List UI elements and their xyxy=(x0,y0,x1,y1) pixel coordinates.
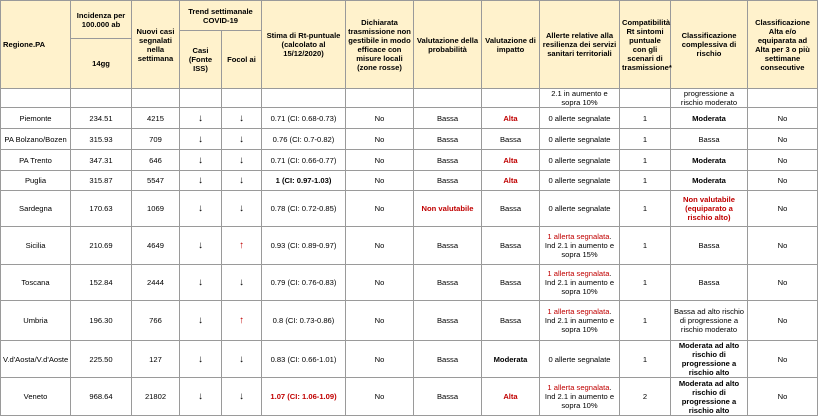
arrow-down-icon: ↓ xyxy=(198,112,203,124)
compat-cell: 1 xyxy=(620,265,671,301)
compat-cell: 1 xyxy=(620,108,671,129)
trend-outbreaks-cell xyxy=(222,378,262,416)
rt-cell: 0.83 (CI: 0.66-1.01) xyxy=(262,341,346,378)
trend-cases-cell xyxy=(180,301,222,341)
arrow-down-icon: ↓ xyxy=(239,154,244,166)
arrow-up-icon: ↑ xyxy=(239,315,244,326)
trend-outbreaks-cell xyxy=(222,191,262,227)
compat-cell: 1 xyxy=(620,341,671,378)
rt-cell: 0.78 (CI: 0.72-0.85) xyxy=(262,191,346,227)
probability-cell: Bassa xyxy=(414,171,482,191)
trend-cases-cell xyxy=(180,191,222,227)
table-row xyxy=(1,341,818,378)
table-body xyxy=(1,89,818,416)
header-overall: Classificazione complessiva di rischio xyxy=(671,1,748,89)
header-trend: Trend settimanale COVID-19 xyxy=(180,1,262,31)
compat-cell: 1 xyxy=(620,301,671,341)
declared-cell: No xyxy=(346,150,414,171)
arrow-down-icon: ↓ xyxy=(198,175,203,186)
declared-cell: No xyxy=(346,341,414,378)
arrow-down-icon: ↓ xyxy=(239,277,244,288)
declared-cell: No xyxy=(346,227,414,265)
compat-cell: 1 xyxy=(620,191,671,227)
alerts-cell: 0 allerte segnalate xyxy=(540,129,620,150)
region-cell: Puglia xyxy=(1,171,71,191)
compat-cell: 1 xyxy=(620,150,671,171)
trend-cases-cell xyxy=(180,227,222,265)
arrow-down-icon: ↓ xyxy=(198,391,203,402)
incidence-cell: 315.87 xyxy=(71,171,132,191)
impact-cell: Bassa xyxy=(482,129,540,150)
header-rt: Stima di Rt-puntuale (calcolato al 15/12/2020) xyxy=(262,1,346,89)
region-cell: Umbria xyxy=(1,301,71,341)
highrisk-cell: No xyxy=(748,378,818,416)
trend-cases-cell xyxy=(180,171,222,191)
rt-cell: 0.79 (CI: 0.76-0.83) xyxy=(262,265,346,301)
impact-cell: Bassa xyxy=(482,265,540,301)
highrisk-cell: No xyxy=(748,265,818,301)
impact-cell: Moderata xyxy=(482,341,540,378)
overall-cell: Moderata xyxy=(671,150,748,171)
arrow-up-icon: ↑ xyxy=(239,240,244,251)
alerts-cell: 1 allerta segnalata. Ind 2.1 in aumento e sopra 10% xyxy=(540,378,620,416)
overall-cell: Moderata ad alto rischio di progressione a rischio alto xyxy=(671,341,748,378)
declared-cell: No xyxy=(346,265,414,301)
header-alerts: Allerte relative alla resilienza dei servizi sanitari territoriali xyxy=(540,1,620,89)
region-cell: Toscana xyxy=(1,265,71,301)
probability-cell: Bassa xyxy=(414,341,482,378)
region-cell: PA Bolzano/Bozen xyxy=(1,129,71,150)
overall-cell: Moderata ad alto rischio di progressione a rischio alto xyxy=(671,378,748,416)
overall-cell: Bassa ad alto rischio di progressione a rischio moderato xyxy=(671,301,748,341)
header-region: Regione.PA xyxy=(1,1,71,89)
arrow-down-icon: ↓ xyxy=(198,315,203,326)
probability-cell: Bassa xyxy=(414,378,482,416)
arrow-down-icon: ↓ xyxy=(239,203,244,214)
trend-outbreaks-cell xyxy=(222,265,262,301)
trend-outbreaks-cell xyxy=(222,341,262,378)
new-cases-cell: 709 xyxy=(132,129,180,150)
new-cases-cell: 4215 xyxy=(132,108,180,129)
arrow-down-icon: ↓ xyxy=(198,154,203,166)
alert-flag: 1 allerta segnalata xyxy=(547,307,610,316)
arrow-down-icon: ↓ xyxy=(239,391,244,402)
overall-cell: Non valutabile (equiparato a rischio alto) xyxy=(671,191,748,227)
highrisk-cell: No xyxy=(748,150,818,171)
overall-cell: Moderata xyxy=(671,171,748,191)
new-cases-cell: 4649 xyxy=(132,227,180,265)
header-new-cases: Nuovi casi segnalati nella settimana xyxy=(132,1,180,89)
alerts-cell: 0 allerte segnalate xyxy=(540,191,620,227)
incidence-cell: 315.93 xyxy=(71,129,132,150)
arrow-down-icon: ↓ xyxy=(198,203,203,214)
region-cell: Sardegna xyxy=(1,191,71,227)
table-row xyxy=(1,227,818,265)
rt-cell: 0.76 (CI: 0.7-0.82) xyxy=(262,129,346,150)
header-impact: Valutazione di impatto xyxy=(482,1,540,89)
overall-cell: Moderata xyxy=(671,108,748,129)
highrisk-cell: No xyxy=(748,129,818,150)
alert-flag: 1 allerta segnalata xyxy=(547,383,610,392)
alert-flag: 1 allerta segnalata xyxy=(547,269,610,278)
table-row xyxy=(1,171,818,191)
arrow-down-icon: ↓ xyxy=(239,353,244,365)
rt-cell: 0.8 (CI: 0.73-0.86) xyxy=(262,301,346,341)
partial-overall-cell: progressione a rischio moderato xyxy=(671,89,748,108)
rt-cell: 1.07 (CI: 1.06-1.09) xyxy=(262,378,346,416)
table-row xyxy=(1,378,818,416)
rt-cell: 0.71 (CI: 0.66-0.77) xyxy=(262,150,346,171)
trend-outbreaks-cell xyxy=(222,171,262,191)
impact-cell: Bassa xyxy=(482,191,540,227)
region-cell: Veneto xyxy=(1,378,71,416)
table-row xyxy=(1,301,818,341)
trend-outbreaks-cell xyxy=(222,227,262,265)
trend-cases-cell xyxy=(180,150,222,171)
highrisk-cell: No xyxy=(748,301,818,341)
header-trend-outbreaks: Focol ai xyxy=(222,31,262,89)
trend-outbreaks-cell xyxy=(222,301,262,341)
alerts-cell: 1 allerta segnalata. Ind 2.1 in aumento e sopra 10% xyxy=(540,265,620,301)
impact-cell: Alta xyxy=(482,150,540,171)
rt-cell: 0.71 (CI: 0.68-0.73) xyxy=(262,108,346,129)
header-declared: Dichiarata trasmissione non gestibile in modo efficace con misure locali (zone rosse) xyxy=(346,1,414,89)
overall-cell: Bassa xyxy=(671,129,748,150)
header-trend-cases: Casi (Fonte ISS) xyxy=(180,31,222,89)
trend-cases-cell xyxy=(180,378,222,416)
rt-cell: 0.93 (CI: 0.89-0.97) xyxy=(262,227,346,265)
table-row xyxy=(1,265,818,301)
region-cell: PA Trento xyxy=(1,150,71,171)
trend-cases-cell xyxy=(180,129,222,150)
new-cases-cell: 1069 xyxy=(132,191,180,227)
declared-cell: No xyxy=(346,171,414,191)
arrow-down-icon: ↓ xyxy=(239,175,244,186)
trend-cases-cell xyxy=(180,265,222,301)
table-row xyxy=(1,129,818,150)
header-highrisk: Classificazione Alta e/o equiparata ad Alta per 3 o più settimane consecutive xyxy=(748,1,818,89)
trend-cases-cell xyxy=(180,108,222,129)
rt-cell: 1 (CI: 0.97-1.03) xyxy=(262,171,346,191)
probability-cell: Bassa xyxy=(414,265,482,301)
header-probability: Valutazione della probabilità xyxy=(414,1,482,89)
table-header xyxy=(1,1,818,89)
incidence-cell: 968.64 xyxy=(71,378,132,416)
impact-cell: Alta xyxy=(482,108,540,129)
declared-cell: No xyxy=(346,301,414,341)
table-row xyxy=(1,150,818,171)
table-row-partial xyxy=(1,89,818,108)
probability-cell: Bassa xyxy=(414,301,482,341)
region-cell: Sicilia xyxy=(1,227,71,265)
impact-cell: Bassa xyxy=(482,227,540,265)
arrow-down-icon: ↓ xyxy=(239,112,244,124)
compat-cell: 2 xyxy=(620,378,671,416)
alerts-cell: 0 allerte segnalate xyxy=(540,171,620,191)
new-cases-cell: 766 xyxy=(132,301,180,341)
overall-cell: Bassa xyxy=(671,265,748,301)
incidence-cell: 234.51 xyxy=(71,108,132,129)
declared-cell: No xyxy=(346,108,414,129)
incidence-cell: 196.30 xyxy=(71,301,132,341)
declared-cell: No xyxy=(346,378,414,416)
compat-cell: 1 xyxy=(620,227,671,265)
header-incidence: Incidenza per 100.000 ab xyxy=(71,1,132,39)
new-cases-cell: 21802 xyxy=(132,378,180,416)
incidence-cell: 225.50 xyxy=(71,341,132,378)
arrow-down-icon: ↓ xyxy=(198,240,203,251)
new-cases-cell: 5547 xyxy=(132,171,180,191)
header-incidence-14gg: 14gg xyxy=(71,39,132,89)
arrow-down-icon: ↓ xyxy=(239,133,244,145)
highrisk-cell: No xyxy=(748,108,818,129)
arrow-down-icon: ↓ xyxy=(198,353,203,365)
highrisk-cell: No xyxy=(748,341,818,378)
region-cell: V.d'Aosta/V.d'Aoste xyxy=(1,341,71,378)
compat-cell: 1 xyxy=(620,171,671,191)
impact-cell: Alta xyxy=(482,171,540,191)
highrisk-cell: No xyxy=(748,191,818,227)
alerts-cell: 1 allerta segnalata. Ind 2.1 in aumento e sopra 10% xyxy=(540,301,620,341)
trend-cases-cell xyxy=(180,341,222,378)
trend-outbreaks-cell xyxy=(222,150,262,171)
probability-cell: Bassa xyxy=(414,227,482,265)
alerts-cell: 0 allerte segnalate xyxy=(540,341,620,378)
new-cases-cell: 127 xyxy=(132,341,180,378)
incidence-cell: 210.69 xyxy=(71,227,132,265)
impact-cell: Bassa xyxy=(482,301,540,341)
declared-cell: No xyxy=(346,191,414,227)
incidence-cell: 170.63 xyxy=(71,191,132,227)
alerts-cell: 0 allerte segnalate xyxy=(540,108,620,129)
declared-cell: No xyxy=(346,129,414,150)
incidence-cell: 347.31 xyxy=(71,150,132,171)
new-cases-cell: 646 xyxy=(132,150,180,171)
probability-cell: Bassa xyxy=(414,108,482,129)
highrisk-cell: No xyxy=(748,227,818,265)
probability-cell: Bassa xyxy=(414,129,482,150)
partial-alerts-cell: 2.1 in aumento e sopra 10% xyxy=(540,89,620,108)
table-row xyxy=(1,108,818,129)
new-cases-cell: 2444 xyxy=(132,265,180,301)
impact-cell: Alta xyxy=(482,378,540,416)
header-compat: Compatibilità Rt sintomi puntuale con gli scenari di trasmissione* xyxy=(620,1,671,89)
region-cell: Piemonte xyxy=(1,108,71,129)
alerts-cell: 0 allerte segnalate xyxy=(540,150,620,171)
probability-cell: Bassa xyxy=(414,150,482,171)
incidence-cell: 152.84 xyxy=(71,265,132,301)
highrisk-cell: No xyxy=(748,171,818,191)
arrow-down-icon: ↓ xyxy=(198,277,203,288)
alerts-cell: 1 allerta segnalata. Ind 2.1 in aumento e sopra 15% xyxy=(540,227,620,265)
alert-flag: 1 allerta segnalata xyxy=(547,232,610,241)
overall-cell: Bassa xyxy=(671,227,748,265)
trend-outbreaks-cell xyxy=(222,129,262,150)
arrow-down-icon: ↓ xyxy=(198,133,203,145)
trend-outbreaks-cell xyxy=(222,108,262,129)
table-row xyxy=(1,191,818,227)
probability-cell: Non valutabile xyxy=(414,191,482,227)
compat-cell: 1 xyxy=(620,129,671,150)
